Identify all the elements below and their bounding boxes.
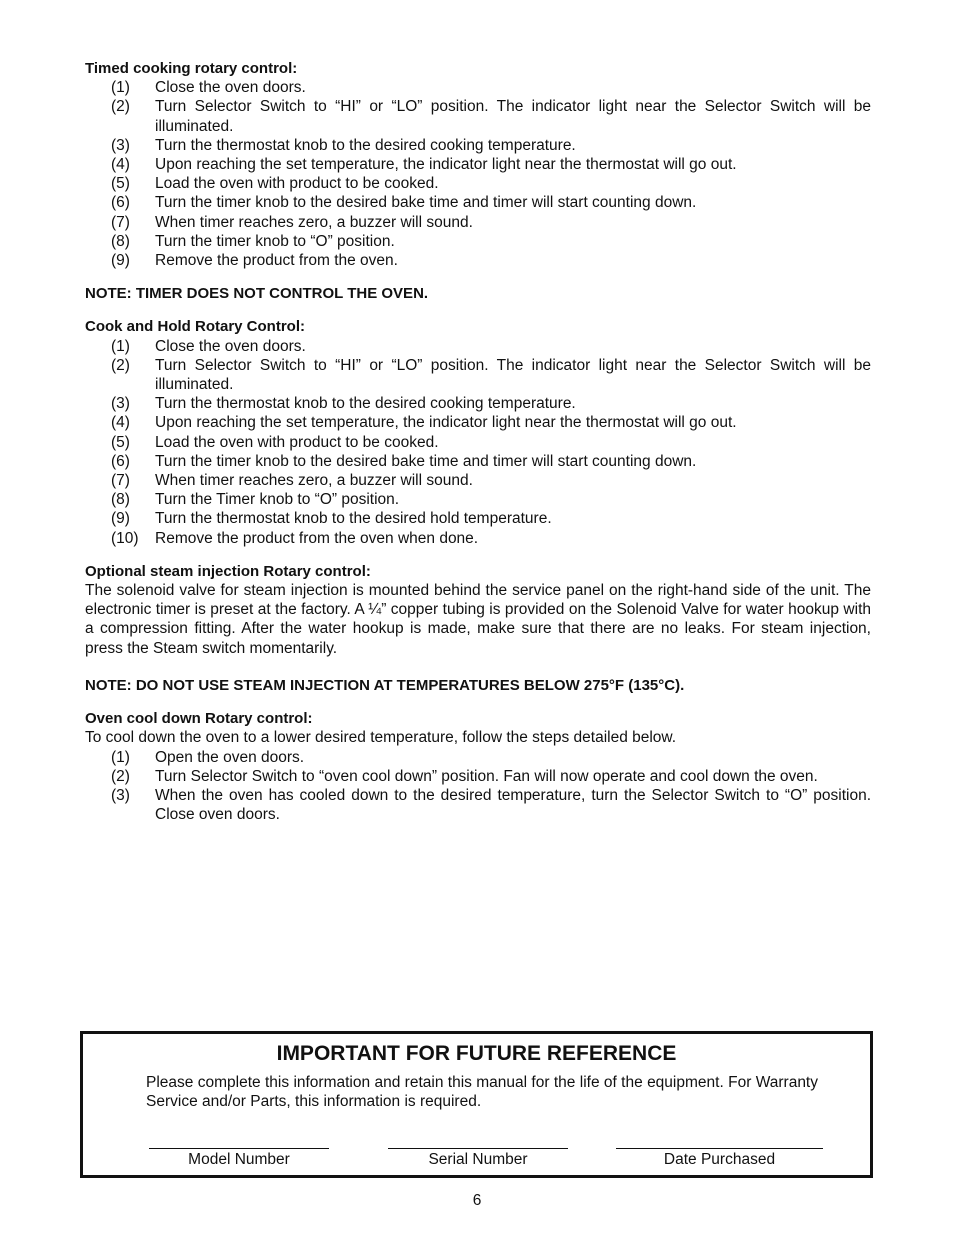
serial-number-line	[388, 1148, 568, 1149]
cook-hold-steps	[85, 337, 871, 548]
step-number: (6)	[111, 194, 130, 212]
step-number: (1)	[111, 337, 130, 355]
page-number: 6	[472, 1192, 482, 1209]
list-item	[85, 529, 871, 548]
step-number: (2)	[111, 98, 130, 116]
step-text: Turn Selector Switch to “oven cool down” position. Fan will now operate and cool down the oven.	[155, 767, 818, 785]
date-purchased-line	[616, 1148, 823, 1149]
step-number: (9)	[111, 252, 130, 270]
list-item	[85, 213, 871, 232]
step-text: Close the oven doors.	[155, 79, 306, 97]
step-number: (8)	[111, 491, 130, 509]
list-item	[85, 174, 871, 193]
reference-title: IMPORTANT FOR FUTURE REFERENCE	[276, 1042, 677, 1065]
list-item	[85, 155, 871, 174]
step-text: When timer reaches zero, a buzzer will sound.	[155, 213, 473, 231]
step-text: Close the oven doors.	[155, 337, 306, 355]
step-text: Turn Selector Switch to “HI” or “LO” position. The indicator light near the Selector Switch will be illuminated.	[155, 356, 871, 394]
step-text: Turn the timer knob to “O” position.	[155, 232, 395, 250]
list-item	[85, 97, 871, 135]
future-reference-box	[80, 1031, 873, 1178]
step-number: (9)	[111, 510, 130, 528]
step-number: (1)	[111, 79, 130, 97]
list-item	[85, 78, 871, 97]
reference-text: Please complete this information and retain this manual for the life of the equipment. For Warranty Service and/or Parts, this information is required.	[146, 1074, 818, 1111]
steam-injection-heading: Optional steam injection Rotary control:	[85, 562, 371, 580]
step-number: (5)	[111, 433, 130, 451]
step-number: (1)	[111, 748, 130, 766]
model-number-label: Model Number	[188, 1151, 290, 1168]
step-number: (4)	[111, 414, 130, 432]
timed-cooking-steps	[85, 78, 871, 270]
step-text: When the oven has cooled down to the desired temperature, turn the Selector Switch to “O” position. Close oven doors.	[155, 786, 871, 824]
list-item	[85, 394, 871, 413]
list-item	[85, 509, 871, 528]
cool-down-heading: Oven cool down Rotary control:	[85, 710, 313, 728]
list-item	[85, 490, 871, 509]
step-text: Turn the timer knob to the desired bake time and timer will start counting down.	[155, 194, 697, 212]
model-number-line	[149, 1148, 329, 1149]
step-text: Turn Selector Switch to “HI” or “LO” position. The indicator light near the Selector Switch will be illuminated.	[155, 98, 871, 135]
step-number: (2)	[111, 767, 130, 785]
step-text: Upon reaching the set temperature, the indicator light near the thermostat will go out.	[155, 156, 737, 174]
timed-cooking-heading: Timed cooking rotary control:	[85, 60, 298, 77]
step-text: Remove the product from the oven.	[155, 252, 398, 270]
manual-content	[85, 59, 871, 824]
step-text: Turn the thermostat knob to the desired cooking temperature.	[155, 136, 576, 154]
list-item	[85, 356, 871, 394]
step-number: (10)	[111, 529, 139, 547]
steam-note: NOTE: DO NOT USE STEAM INJECTION AT TEMPERATURES BELOW 275°F (135°C).	[85, 676, 685, 694]
cook-hold-heading: Cook and Hold Rotary Control:	[85, 318, 305, 336]
steam-injection-paragraph: The solenoid valve for steam injection is mounted behind the service panel on the right-hand side of the unit. The electronic timer is preset at the factory. A ¼” copper tubing is provided on the Solenoid Valve for water hookup with a compression fitting. After the water hookup is made, make sure that there are no leaks. For steam injection, press the Steam switch momentarily.	[85, 582, 871, 657]
step-text: Load the oven with product to be cooked.	[155, 433, 439, 451]
list-item	[85, 471, 871, 490]
step-text: Upon reaching the set temperature, the indicator light near the thermostat will go out.	[155, 414, 737, 432]
step-number: (6)	[111, 452, 130, 470]
model-number-field[interactable]	[149, 1148, 329, 1169]
list-item	[85, 136, 871, 155]
list-item	[85, 193, 871, 212]
step-number: (2)	[111, 356, 130, 374]
date-purchased-label: Date Purchased	[663, 1151, 776, 1168]
timer-note: NOTE: TIMER DOES NOT CONTROL THE OVEN.	[85, 285, 429, 303]
step-text: Turn the thermostat knob to the desired cooking temperature.	[155, 395, 576, 413]
list-item	[85, 251, 871, 270]
serial-number-field[interactable]	[388, 1148, 568, 1169]
step-number: (7)	[111, 472, 130, 490]
step-number: (8)	[111, 232, 130, 250]
step-text: Turn the thermostat knob to the desired hold temperature.	[155, 510, 552, 528]
step-text: When timer reaches zero, a buzzer will sound.	[155, 472, 473, 490]
serial-number-label: Serial Number	[428, 1151, 528, 1168]
list-item	[85, 413, 871, 432]
step-text: Open the oven doors.	[155, 748, 305, 766]
step-number: (3)	[111, 136, 130, 154]
step-number: (3)	[111, 395, 130, 413]
step-number: (7)	[111, 213, 130, 231]
step-text: Turn the Timer knob to “O” position.	[155, 491, 400, 509]
step-text: Turn the timer knob to the desired bake time and timer will start counting down.	[155, 452, 697, 470]
list-item	[85, 767, 871, 786]
step-number: (5)	[111, 175, 130, 193]
list-item	[85, 452, 871, 471]
list-item	[85, 337, 871, 356]
step-text: Load the oven with product to be cooked.	[155, 175, 439, 193]
step-number: (4)	[111, 156, 130, 174]
list-item	[85, 232, 871, 251]
list-item	[85, 748, 871, 767]
cool-down-intro: To cool down the oven to a lower desired temperature, follow the steps detailed below.	[85, 729, 677, 747]
date-purchased-field[interactable]	[616, 1148, 823, 1169]
list-item	[85, 786, 871, 824]
step-number: (3)	[111, 786, 130, 804]
cool-down-steps	[85, 748, 871, 825]
list-item	[85, 433, 871, 452]
step-text: Remove the product from the oven when done.	[155, 529, 479, 547]
